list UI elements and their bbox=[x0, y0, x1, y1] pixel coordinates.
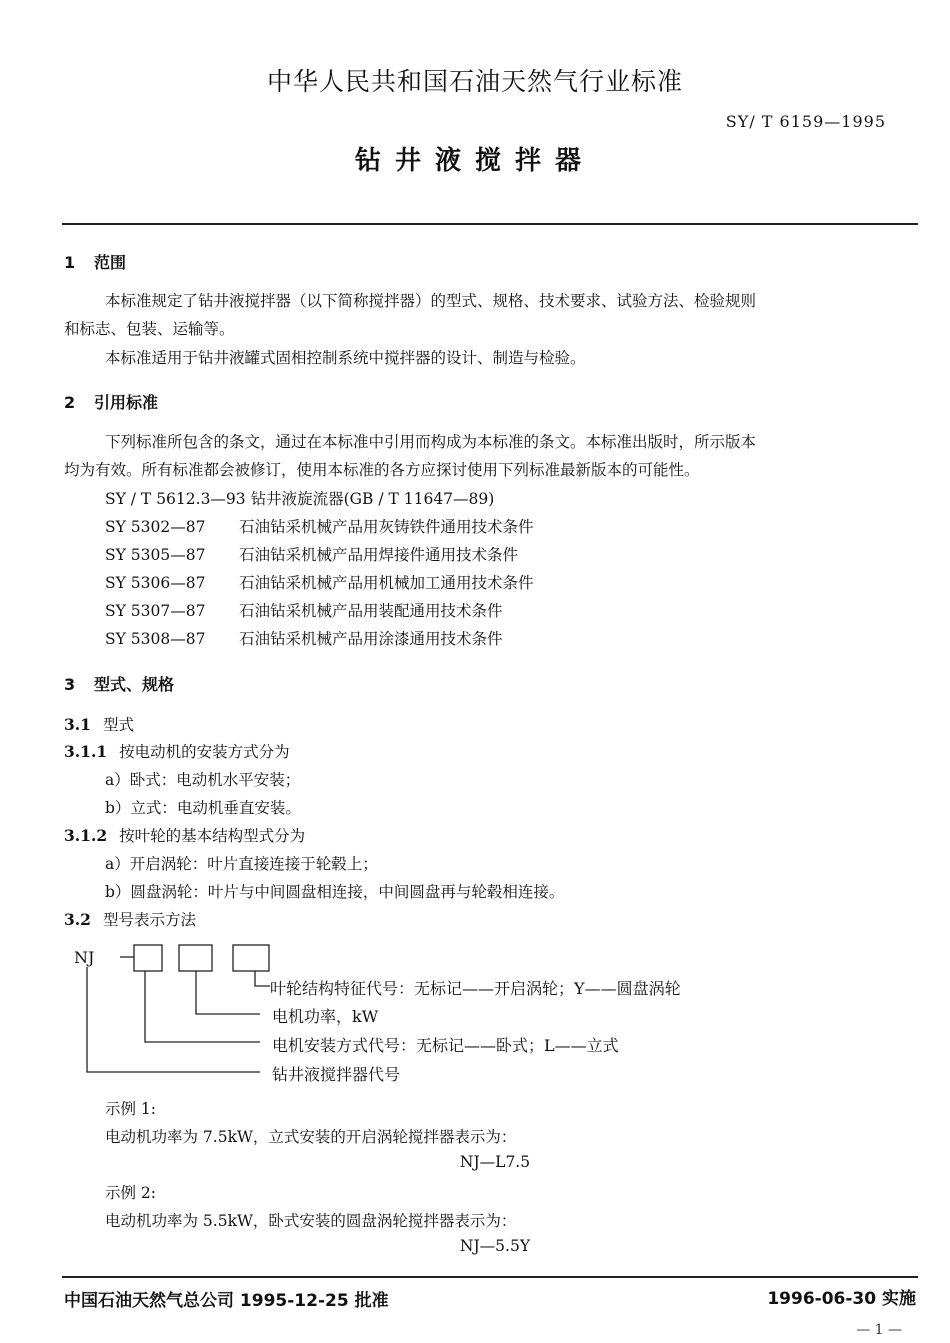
mount-code-box bbox=[134, 945, 162, 971]
reference-title: 石油钻采机械产品用机械加工通用技术条件 bbox=[239, 574, 534, 592]
reference-entry: SY / T 5612.3—93 钻井液旋流器(GB / T 11647—89) bbox=[105, 490, 495, 508]
paragraph: 本标准规定了钻井液搅拌器（以下简称搅拌器）的型式、规格、技术要求、试验方法、检验规则 bbox=[105, 292, 757, 310]
document-title: 钻井液搅拌器 bbox=[354, 146, 595, 176]
reference-code: SY 5306—87 bbox=[105, 574, 206, 592]
section-number: 3 bbox=[64, 675, 76, 694]
example-1-model: NJ—L7.5 bbox=[459, 1153, 531, 1171]
reference-title: 石油钻采机械产品用装配通用技术条件 bbox=[239, 602, 503, 620]
power-box bbox=[179, 945, 212, 971]
subsection-title: 按电动机的安装方式分为 bbox=[119, 743, 290, 761]
impeller-leader-line bbox=[255, 971, 270, 986]
code-leader-line bbox=[87, 967, 260, 1072]
section-title: 引用标准 bbox=[94, 393, 159, 412]
paragraph: 本标准适用于钻井液罐式固相控制系统中搅拌器的设计、制造与检验。 bbox=[105, 349, 586, 367]
mount-code-label: 电机安装方式代号：无标记——卧式；L——立式 bbox=[272, 1036, 619, 1055]
impeller-code-label: 叶轮结构特征代号：无标记——开启涡轮；Y——圆盘涡轮 bbox=[270, 979, 681, 998]
subsection-title: 型式 bbox=[102, 716, 134, 734]
mount-leader-line bbox=[145, 971, 260, 1042]
subsection-number: 3.1 bbox=[64, 715, 91, 734]
paragraph: 下列标准所包含的条文，通过在本标准中引用而构成为本标准的条文。本标准出版时，所示版本 bbox=[105, 433, 757, 451]
approval-info: 中国石油天然气总公司 1995-12-25 批准 bbox=[64, 1291, 389, 1311]
subsection-number: 3.2 bbox=[64, 910, 91, 929]
product-code-label: 钻井液搅拌器代号 bbox=[272, 1065, 401, 1084]
reference-title: 石油钻采机械产品用焊接件通用技术条件 bbox=[239, 546, 519, 564]
section-number: 1 bbox=[64, 253, 76, 272]
list-item: a）卧式：电动机水平安装； bbox=[105, 771, 301, 789]
list-item: b）圆盘涡轮：叶片与中间圆盘相连接，中间圆盘再与轮毂相连接。 bbox=[105, 883, 565, 901]
power-label: 电机功率，kW bbox=[272, 1007, 379, 1026]
subsection-number: 3.1.2 bbox=[64, 826, 108, 845]
list-item: b）立式：电动机垂直安装。 bbox=[105, 799, 301, 817]
paragraph: 和标志、包装、运输等。 bbox=[64, 320, 235, 338]
reference-title: 石油钻采机械产品用涂漆通用技术条件 bbox=[239, 630, 503, 648]
standard-code: SY/ T 6159—1995 bbox=[725, 112, 886, 131]
example-2-title: 示例 2: bbox=[105, 1184, 157, 1202]
reference-code: SY 5307—87 bbox=[105, 602, 206, 620]
impeller-code-box bbox=[233, 945, 269, 971]
list-item: a）开启涡轮：叶片直接连接于轮毂上； bbox=[105, 855, 378, 873]
page-number: — 1 — bbox=[856, 1322, 902, 1338]
example-2-model: NJ—5.5Y bbox=[459, 1237, 531, 1255]
section-number: 2 bbox=[64, 393, 76, 412]
subsection-number: 3.1.1 bbox=[64, 742, 108, 761]
reference-code: SY 5308—87 bbox=[105, 630, 206, 648]
example-1-text: 电动机功率为 7.5kW，立式安装的开启涡轮搅拌器表示为： bbox=[105, 1128, 517, 1146]
model-prefix: NJ bbox=[74, 948, 95, 967]
power-leader-line bbox=[196, 971, 260, 1014]
section-title: 范围 bbox=[94, 253, 127, 272]
effective-date: 1996-06-30 实施 bbox=[767, 1289, 916, 1309]
example-2-text: 电动机功率为 5.5kW，卧式安装的圆盘涡轮搅拌器表示为： bbox=[105, 1212, 517, 1230]
reference-title: 石油钻采机械产品用灰铸铁件通用技术条件 bbox=[239, 518, 534, 536]
subsection-title: 按叶轮的基本结构型式分为 bbox=[119, 827, 306, 845]
footer-divider bbox=[62, 1276, 918, 1278]
standard-category-title: 中华人民共和国石油天然气行业标准 bbox=[266, 67, 683, 96]
reference-code: SY 5305—87 bbox=[105, 546, 206, 564]
section-title: 型式、规格 bbox=[94, 675, 175, 694]
example-1-title: 示例 1: bbox=[105, 1100, 157, 1118]
reference-code: SY 5302—87 bbox=[105, 518, 206, 536]
paragraph: 均为有效。所有标准都会被修订，使用本标准的各方应探讨使用下列标准最新版本的可能性。 bbox=[64, 461, 700, 479]
subsection-title: 型号表示方法 bbox=[102, 911, 196, 929]
